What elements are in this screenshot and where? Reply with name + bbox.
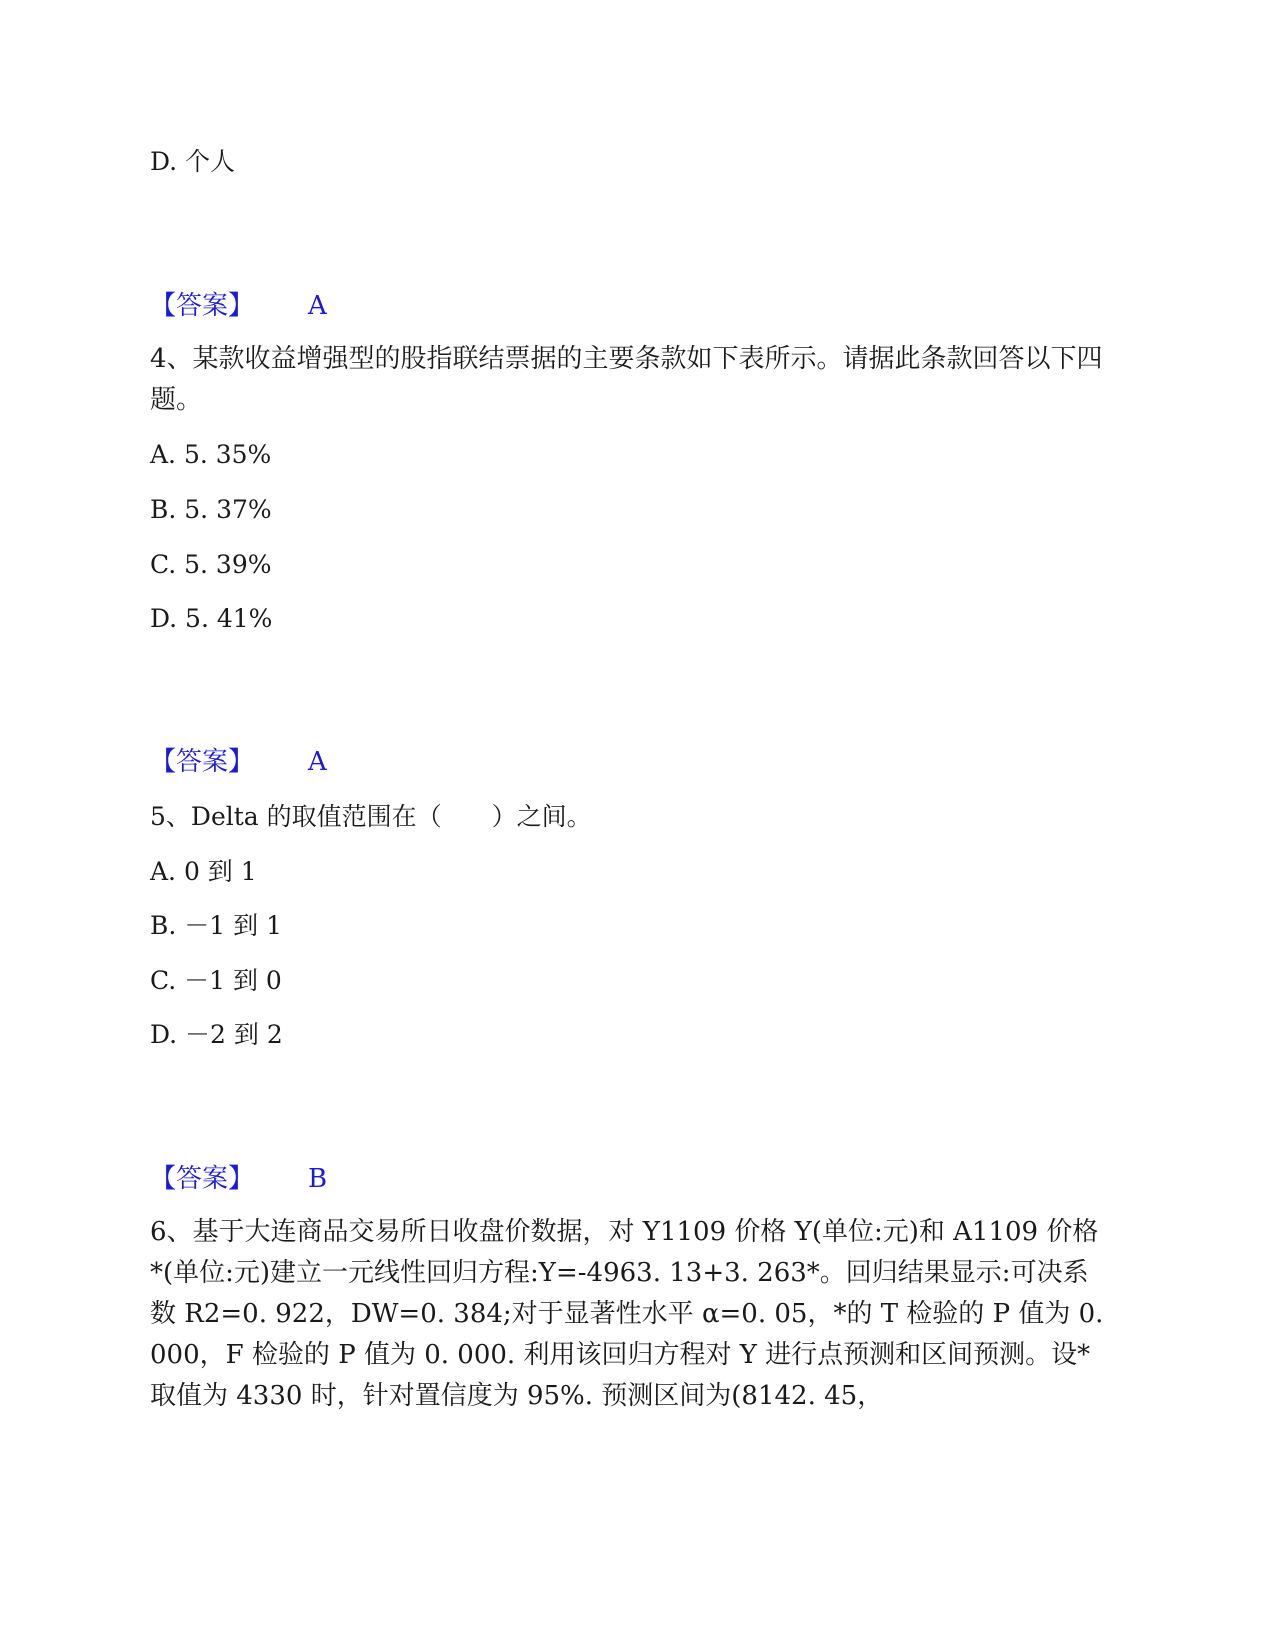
q5-option-d: D. －2 到 2 [150, 1020, 283, 1049]
answer-label: 【答案】 [150, 291, 255, 321]
q4-answer-row [150, 742, 327, 782]
answer-row-previous [150, 286, 327, 326]
option-d-previous: D. 个人 [150, 147, 236, 176]
answer-label: 【答案】 [150, 1164, 255, 1194]
q4-option-b: B. 5. 37% [150, 495, 272, 524]
q5-option-a: A. 0 到 1 [150, 857, 257, 886]
answer-value: A [308, 747, 327, 777]
q4-option-a: A. 5. 35% [150, 440, 272, 469]
question-6-text: 6、基于大连商品交易所日收盘价数据，对 Y1109 价格 Y(单位:元)和 A1109 价格*(单位:元)建立一元线性回归方程:Y=-4963. 13+3. 263*。回归结果显示:可决系数 R2=0. 922，DW=0. 384;对于显著性水平 α=0. 05，*的 T 检验的 P 值为 0. 000，F 检验的 P 值为 0. 000. 利用该回归方程对 Y 进行点预测和区间预测。设*取值为 4330 时，针对置信度为 95%. 预测区间为(8142. 45， [150, 1217, 1104, 1411]
answer-value: B [308, 1164, 328, 1194]
question-5-text: 5、Delta 的取值范围在（ ）之间。 [150, 802, 592, 831]
q4-option-d: D. 5. 41% [150, 604, 273, 633]
q4-option-c: C. 5. 39% [150, 550, 272, 579]
q5-option-b: B. －1 到 1 [150, 911, 282, 940]
answer-value: A [308, 291, 327, 321]
question-4-text: 4、某款收益增强型的股指联结票据的主要条款如下表所示。请据此条款回答以下四题。 [150, 344, 1103, 415]
q5-answer-row [150, 1159, 327, 1199]
answer-label: 【答案】 [150, 747, 255, 777]
q5-option-c: C. －1 到 0 [150, 966, 282, 995]
